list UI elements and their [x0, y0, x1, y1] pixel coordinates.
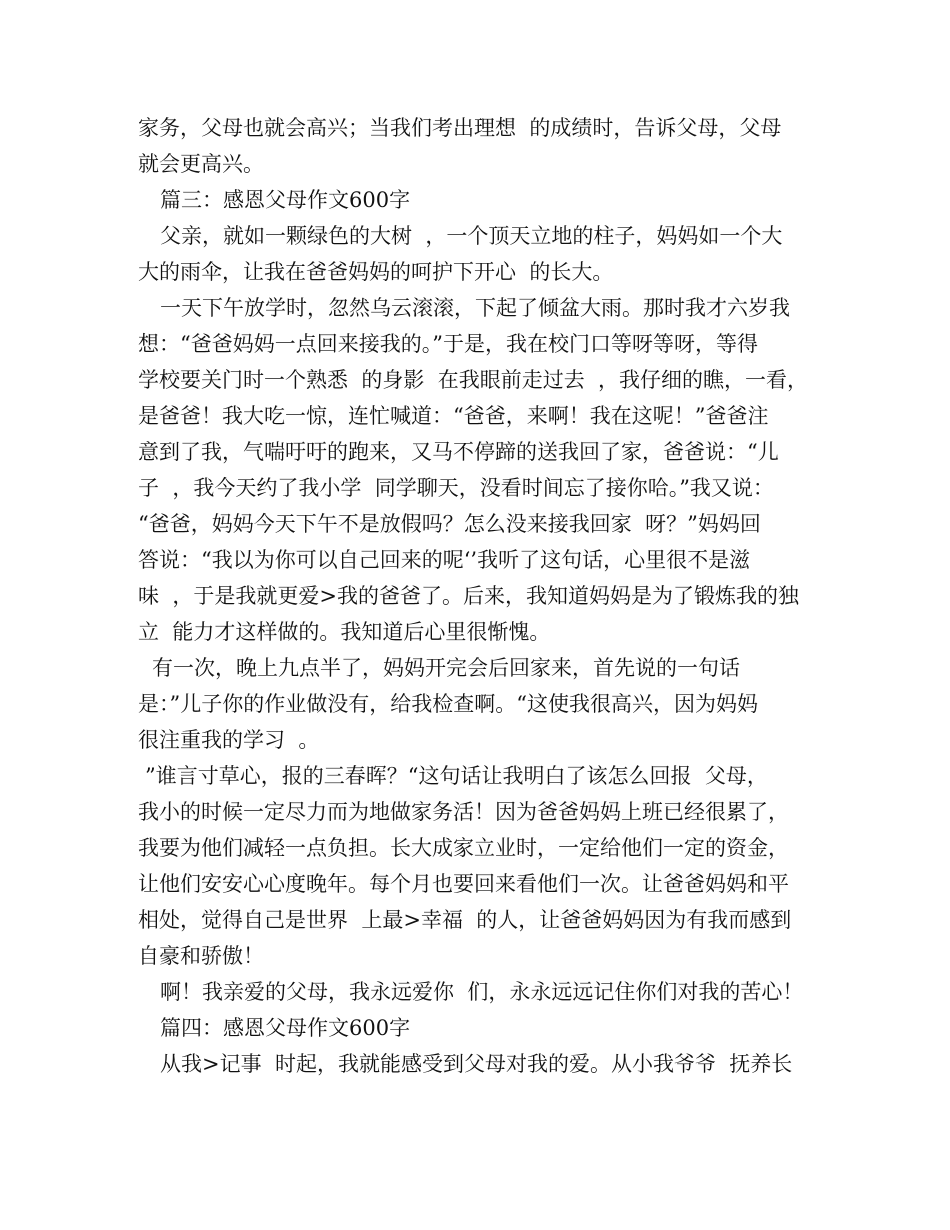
text-line: 学校要关门时一个熟悉 的身影 在我眼前走过去 ，我仔细的瞧，一看， — [138, 368, 809, 392]
text-line: 让他们安安心心度晚年。每个月也要回来看他们一次。让爸爸妈妈和平 — [138, 872, 789, 896]
text-line: 意到了我，气喘吁吁的跑来，又马不停蹄的送我回了家，爸爸说：“儿 — [138, 440, 779, 464]
text-line: 从我>记事 时起，我就能感受到父母对我的爱。从小我爷爷 抚养长 — [160, 1052, 793, 1076]
text-line: 父亲，就如一颗绿色的大树 ，一个顶天立地的柱子，妈妈如一个大 — [160, 224, 783, 248]
text-line: 大的雨伞，让我在爸爸妈妈的呵护下开心 的长大。 — [138, 260, 614, 284]
section-heading: 篇四：感恩父母作文600字 — [160, 1016, 411, 1040]
text-line: 想：“爸爸妈妈一点回来接我的。”于是，我在校门口等呀等呀，等得 — [138, 332, 758, 356]
text-line: 答说：“我以为你可以自己回来的呢‘’我听了这句话，心里很不是滋 — [138, 548, 751, 572]
text-line: 我要为他们减轻一点负担。长大成家立业时，一定给他们一定的资金， — [138, 836, 789, 860]
text-line: 是：”儿子你的作业做没有，给我检查啊。“这使我很高兴，因为妈妈 — [138, 692, 758, 716]
text-line: 一天下午放学时，忽然乌云滚滚，下起了倾盆大雨。那时我才六岁我 — [160, 296, 790, 320]
text-line: 家务，父母也就会高兴；当我们考出理想 的成绩时，告诉父母，父母 — [138, 116, 782, 140]
text-line: 就会更高兴。 — [138, 152, 264, 176]
text-line: 立 能力才这样做的。我知道后心里很惭愧。 — [138, 620, 551, 644]
section-heading: 篇三：感恩父母作文600字 — [160, 188, 411, 212]
text-line: 相处，觉得自己是世界 上最>幸福 的人，让爸爸妈妈因为有我而感到 — [138, 908, 792, 932]
text-line: “爸爸，妈妈今天下午不是放假吗？怎么没来接我回家 呀？”妈妈回 — [138, 512, 761, 536]
text-line: 子 ，我今天约了我小学 同学聊天，没看时间忘了接你哈。”我又说： — [138, 476, 774, 500]
text-line: 啊！我亲爱的父母，我永远爱你 们，永永远远记住你们对我的苦心！ — [160, 980, 804, 1004]
text-line: 味 ，于是我就更爱>我的爸爸了。后来，我知道妈妈是为了锻炼我的独 — [138, 584, 799, 608]
text-line: 有一次，晚上九点半了，妈妈开完会后回家来，首先说的一句话 — [152, 656, 740, 680]
text-line: 是爸爸！我大吃一惊，连忙喊道：“爸爸，来啊！我在这呢！”爸爸注 — [138, 404, 769, 428]
text-line: 我小的时候一定尽力而为地做家务活！因为爸爸妈妈上班已经很累了， — [138, 800, 789, 824]
text-line: ”谁言寸草心，报的三春晖？“这句话让我明白了该怎么回报 父母， — [145, 764, 768, 788]
text-line: 很注重我的学习 。 — [138, 728, 320, 752]
text-line: 自豪和骄傲！ — [138, 944, 264, 968]
